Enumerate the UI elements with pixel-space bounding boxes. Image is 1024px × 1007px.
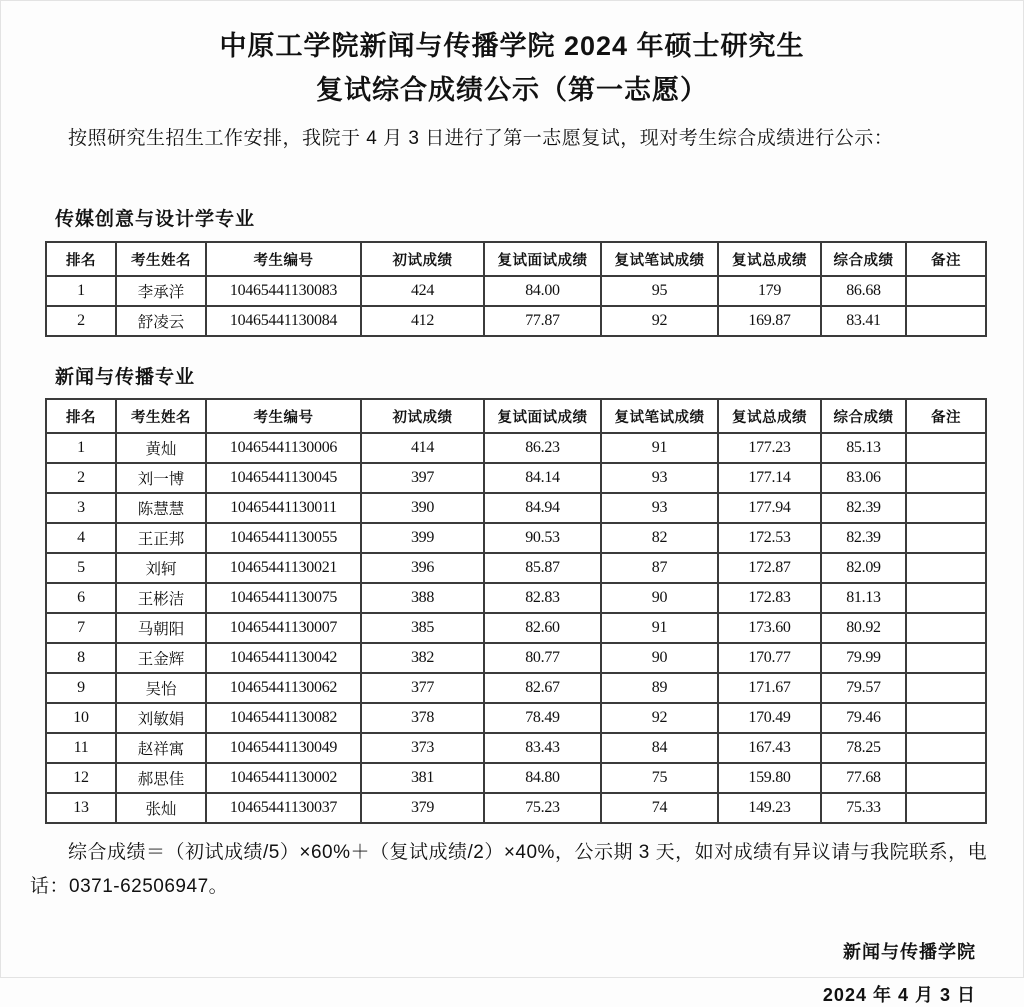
- table-cell: 86.68: [821, 276, 906, 306]
- table-cell: 2: [46, 463, 116, 493]
- table-row: [46, 553, 986, 583]
- table-cell: 93: [601, 463, 718, 493]
- table-cell: 80.77: [484, 643, 601, 673]
- table-row: [46, 276, 986, 306]
- table-cell: 93: [601, 493, 718, 523]
- signature-date: 2024 年 4 月 3 日: [822, 985, 976, 1005]
- table-cell: 13: [46, 793, 116, 823]
- table-cell: 172.87: [718, 553, 821, 583]
- table-cell: 10465441130062: [206, 673, 361, 703]
- table-cell: 399: [361, 523, 484, 553]
- signature-organization: 新闻与传播学院: [843, 942, 976, 962]
- table-cell: 90: [601, 643, 718, 673]
- table-cell: 170.77: [718, 643, 821, 673]
- table-cell: 10465441130082: [206, 703, 361, 733]
- table-cell: 385: [361, 613, 484, 643]
- column-header: 复试面试成绩: [484, 242, 601, 276]
- score-formula-note: 综合成绩＝（初试成绩/5）×60%＋（复试成绩/2）×40%，公示期 3 天，如对成绩有异议请与我院联系，电话：0371-62506947。: [30, 842, 988, 897]
- column-header: 考生姓名: [116, 242, 206, 276]
- table-cell: 82.60: [484, 613, 601, 643]
- table-cell: [906, 703, 986, 733]
- column-header: 综合成绩: [821, 242, 906, 276]
- table-cell: 412: [361, 306, 484, 336]
- table-cell: 赵祥寓: [116, 733, 206, 763]
- table-cell: 75.23: [484, 793, 601, 823]
- table-cell: [906, 763, 986, 793]
- table-cell: 10465441130075: [206, 583, 361, 613]
- table-cell: 91: [601, 613, 718, 643]
- column-header: 排名: [46, 242, 116, 276]
- table-cell: [906, 523, 986, 553]
- table-cell: 4: [46, 523, 116, 553]
- table-cell: 李承洋: [116, 276, 206, 306]
- table-cell: 12: [46, 763, 116, 793]
- table-cell: 刘敏娟: [116, 703, 206, 733]
- table-cell: 177.94: [718, 493, 821, 523]
- column-header: 综合成绩: [821, 399, 906, 433]
- table-cell: 张灿: [116, 793, 206, 823]
- table-cell: 10465441130006: [206, 433, 361, 463]
- table-cell: 171.67: [718, 673, 821, 703]
- table-cell: 10: [46, 703, 116, 733]
- table-cell: 82.67: [484, 673, 601, 703]
- table-cell: 83.43: [484, 733, 601, 763]
- table-cell: 83.41: [821, 306, 906, 336]
- table-cell: 149.23: [718, 793, 821, 823]
- table-row: [46, 493, 986, 523]
- signature-block: [30, 938, 994, 1007]
- table-cell: 1: [46, 276, 116, 306]
- header-row: [46, 242, 986, 276]
- table-cell: 3: [46, 493, 116, 523]
- table-cell: 177.23: [718, 433, 821, 463]
- table-cell: 85.87: [484, 553, 601, 583]
- table-row: [46, 793, 986, 823]
- table-cell: [906, 733, 986, 763]
- table-cell: 黄灿: [116, 433, 206, 463]
- table-cell: 11: [46, 733, 116, 763]
- table-cell: 84.14: [484, 463, 601, 493]
- table-cell: 79.46: [821, 703, 906, 733]
- page-title: [30, 24, 994, 112]
- table-cell: 82.09: [821, 553, 906, 583]
- table-cell: 郝思佳: [116, 763, 206, 793]
- table-cell: [906, 673, 986, 703]
- table-row: [46, 433, 986, 463]
- table-cell: 75.33: [821, 793, 906, 823]
- column-header: 备注: [906, 399, 986, 433]
- table-cell: 82.39: [821, 523, 906, 553]
- table-cell: 1: [46, 433, 116, 463]
- table-row: [46, 306, 986, 336]
- table-cell: [906, 493, 986, 523]
- table-cell: 10465441130055: [206, 523, 361, 553]
- table-cell: 173.60: [718, 613, 821, 643]
- table-cell: 78.25: [821, 733, 906, 763]
- table-cell: 90.53: [484, 523, 601, 553]
- score-table-journalism: [45, 398, 987, 824]
- column-header: 考生姓名: [116, 399, 206, 433]
- table-cell: 刘轲: [116, 553, 206, 583]
- table-cell: 167.43: [718, 733, 821, 763]
- table-cell: 10465441130011: [206, 493, 361, 523]
- table-cell: [906, 463, 986, 493]
- table-cell: 84.00: [484, 276, 601, 306]
- table-cell: 170.49: [718, 703, 821, 733]
- table-cell: 377: [361, 673, 484, 703]
- intro-paragraph: 按照研究生招生工作安排，我院于 4 月 3 日进行了第一志愿复试，现对考生综合成绩进行公示：: [68, 128, 894, 149]
- table-cell: 9: [46, 673, 116, 703]
- table-cell: 382: [361, 643, 484, 673]
- table-cell: 81.13: [821, 583, 906, 613]
- table-cell: 84.80: [484, 763, 601, 793]
- table-cell: 10465441130002: [206, 763, 361, 793]
- column-header: 复试笔试成绩: [601, 399, 718, 433]
- table-cell: 77.68: [821, 763, 906, 793]
- table-cell: 390: [361, 493, 484, 523]
- table-cell: 78.49: [484, 703, 601, 733]
- table-cell: 2: [46, 306, 116, 336]
- table-cell: 10465441130021: [206, 553, 361, 583]
- table-cell: 86.23: [484, 433, 601, 463]
- title-line-2: 复试综合成绩公示（第一志愿）: [316, 75, 708, 105]
- table-cell: 95: [601, 276, 718, 306]
- column-header: 备注: [906, 242, 986, 276]
- table-row: [46, 673, 986, 703]
- table-cell: 10465441130083: [206, 276, 361, 306]
- section-heading-journalism: 新闻与传播专业: [55, 367, 196, 388]
- table-cell: 10465441130007: [206, 613, 361, 643]
- table-cell: 85.13: [821, 433, 906, 463]
- table-cell: 177.14: [718, 463, 821, 493]
- table-cell: 91: [601, 433, 718, 463]
- table-cell: 381: [361, 763, 484, 793]
- column-header: 排名: [46, 399, 116, 433]
- table-row: [46, 703, 986, 733]
- table-row: [46, 583, 986, 613]
- column-header: 考生编号: [206, 399, 361, 433]
- table-cell: 王彬洁: [116, 583, 206, 613]
- table-cell: 87: [601, 553, 718, 583]
- table-cell: [906, 613, 986, 643]
- table-cell: 172.53: [718, 523, 821, 553]
- table-cell: [906, 433, 986, 463]
- table-row: [46, 613, 986, 643]
- table-cell: 刘一博: [116, 463, 206, 493]
- table-cell: 396: [361, 553, 484, 583]
- table-cell: 179: [718, 276, 821, 306]
- table-cell: 77.87: [484, 306, 601, 336]
- table-cell: 王金辉: [116, 643, 206, 673]
- table-cell: 82.39: [821, 493, 906, 523]
- table-cell: 414: [361, 433, 484, 463]
- table-row: [46, 763, 986, 793]
- table-cell: 舒凌云: [116, 306, 206, 336]
- table-cell: 王正邦: [116, 523, 206, 553]
- table-cell: [906, 276, 986, 306]
- table-cell: 陈慧慧: [116, 493, 206, 523]
- table-cell: 马朝阳: [116, 613, 206, 643]
- table-cell: 378: [361, 703, 484, 733]
- column-header: 初试成绩: [361, 242, 484, 276]
- column-header: 复试面试成绩: [484, 399, 601, 433]
- table-cell: 172.83: [718, 583, 821, 613]
- score-table-media-design: [45, 241, 987, 337]
- column-header: 初试成绩: [361, 399, 484, 433]
- table-cell: [906, 583, 986, 613]
- table-cell: 5: [46, 553, 116, 583]
- table-cell: 74: [601, 793, 718, 823]
- table-cell: 397: [361, 463, 484, 493]
- column-header: 复试笔试成绩: [601, 242, 718, 276]
- table-cell: 8: [46, 643, 116, 673]
- table-cell: 83.06: [821, 463, 906, 493]
- table-cell: 84.94: [484, 493, 601, 523]
- column-header: 考生编号: [206, 242, 361, 276]
- table-cell: 84: [601, 733, 718, 763]
- table-row: [46, 463, 986, 493]
- column-header: 复试总成绩: [718, 399, 821, 433]
- table-cell: 90: [601, 583, 718, 613]
- table-cell: 75: [601, 763, 718, 793]
- table-cell: 10465441130045: [206, 463, 361, 493]
- table-row: [46, 733, 986, 763]
- table-cell: 7: [46, 613, 116, 643]
- section-heading-media-design: 传媒创意与设计学专业: [55, 209, 256, 230]
- table-cell: 388: [361, 583, 484, 613]
- table-row: [46, 523, 986, 553]
- table-cell: 92: [601, 306, 718, 336]
- table-cell: 10465441130037: [206, 793, 361, 823]
- table-cell: 89: [601, 673, 718, 703]
- column-header: 复试总成绩: [718, 242, 821, 276]
- table-cell: 10465441130049: [206, 733, 361, 763]
- title-line-1: 中原工学院新闻与传播学院 2024 年硕士研究生: [219, 31, 805, 61]
- table-cell: 82.83: [484, 583, 601, 613]
- table-cell: 379: [361, 793, 484, 823]
- table-cell: 79.99: [821, 643, 906, 673]
- table-cell: [906, 553, 986, 583]
- table-cell: 82: [601, 523, 718, 553]
- table-cell: 79.57: [821, 673, 906, 703]
- table-cell: 424: [361, 276, 484, 306]
- header-row: [46, 399, 986, 433]
- table-cell: 159.80: [718, 763, 821, 793]
- table-cell: 10465441130084: [206, 306, 361, 336]
- table-cell: 吴怡: [116, 673, 206, 703]
- table-cell: 6: [46, 583, 116, 613]
- table-cell: [906, 793, 986, 823]
- table-cell: 92: [601, 703, 718, 733]
- table-cell: [906, 643, 986, 673]
- table-cell: [906, 306, 986, 336]
- table-cell: 80.92: [821, 613, 906, 643]
- table-row: [46, 643, 986, 673]
- table-cell: 10465441130042: [206, 643, 361, 673]
- table-cell: 373: [361, 733, 484, 763]
- table-cell: 169.87: [718, 306, 821, 336]
